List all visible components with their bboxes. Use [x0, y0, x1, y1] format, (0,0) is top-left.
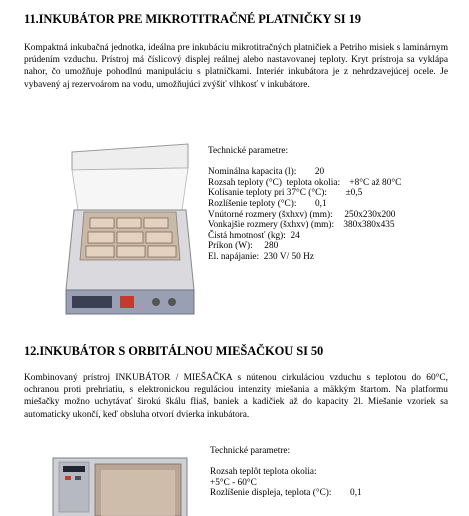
spec-line: Rozsah teploty (°C) teplota okolia: +8°C až 80°C [208, 177, 402, 188]
incubator-photo [60, 140, 200, 320]
section-12-heading [24, 344, 323, 359]
section-number: 11. [24, 12, 39, 26]
spec-line: El. napájanie: 230 V/ 50 Hz [208, 251, 314, 262]
specs-title: Technické parametre: [210, 446, 291, 456]
section-11-description: Kompaktná inkubačná jednotka, ideálna pre inkubáciu mikrotitračných platničiek a Petriho misiek s laminárnym prúdením vzduchu. Prístroj má číslicový displej reálnej alebo nastavovanej teploty. Kryt prístroja sa vyklápa nahor, čo umožňuje pohodlnú manipuláciu s platničkami. Interiér inkubátora je z nehrdzavejúcej ocele. Je vybavený aj rezervoárom na vodu, umožňujúci zvýšiť vlhkosť v inkubátore. [24, 43, 448, 90]
specs-title: Technické parametre: [208, 146, 289, 156]
section-12-specs [210, 446, 362, 499]
spec-line: Vonkajšie rozmery (šxhxv) (mm): 380x380x435 [208, 220, 395, 231]
spec-line: Nominálna kapacita (l): 20 [208, 167, 325, 178]
section-11-heading [24, 12, 361, 27]
spec-line: Rozlíšenie teploty (°C): 0,1 [208, 198, 327, 209]
section-number: 12. [24, 344, 40, 358]
spec-line: +5°C - 60°C [210, 477, 257, 488]
spec-line: Čistá hmotnosť (kg): 24 [208, 230, 300, 241]
section-12-description: Kombinovaný prístroj INKUBÁTOR / MIEŠAČKA s nútenou cirkuláciou vzduchu s teplotou do 60°C, ochranou proti prehriatiu, s elektronickou reguláciou intenzity miešania a mäkkým štartom. Na platformu miešačky možno uchytávať širokú škálu fliaš, baniek a kadičiek až do kapacity 2l. Miešanie vzoriek sa automaticky ukončí, keď obsluha otvorí dvierka inkubátora. [24, 373, 448, 420]
spec-line: Vnútorné rozmery (šxhxv) (mm): 250x230x200 [208, 209, 396, 220]
spec-line: Rozlíšenie displeja, teplota (°C): 0,1 [210, 488, 362, 499]
section-11-specs [208, 146, 401, 263]
spec-line: Príkon (W): 280 [208, 241, 279, 252]
section-title: INKUBÁTOR PRE MIKROTITRAČNÉ PLATNIČKY SI 19 [38, 12, 361, 26]
orbital-incubator-photo [45, 452, 195, 516]
spec-line: Rozsah teplôt teplota okolia: [210, 467, 317, 478]
spec-line: Kolísanie teploty pri 37°C (°C): ±0,5 [208, 188, 363, 199]
section-title: INKUBÁTOR S ORBITÁLNOU MIEŠAČKOU SI 50 [39, 344, 324, 358]
